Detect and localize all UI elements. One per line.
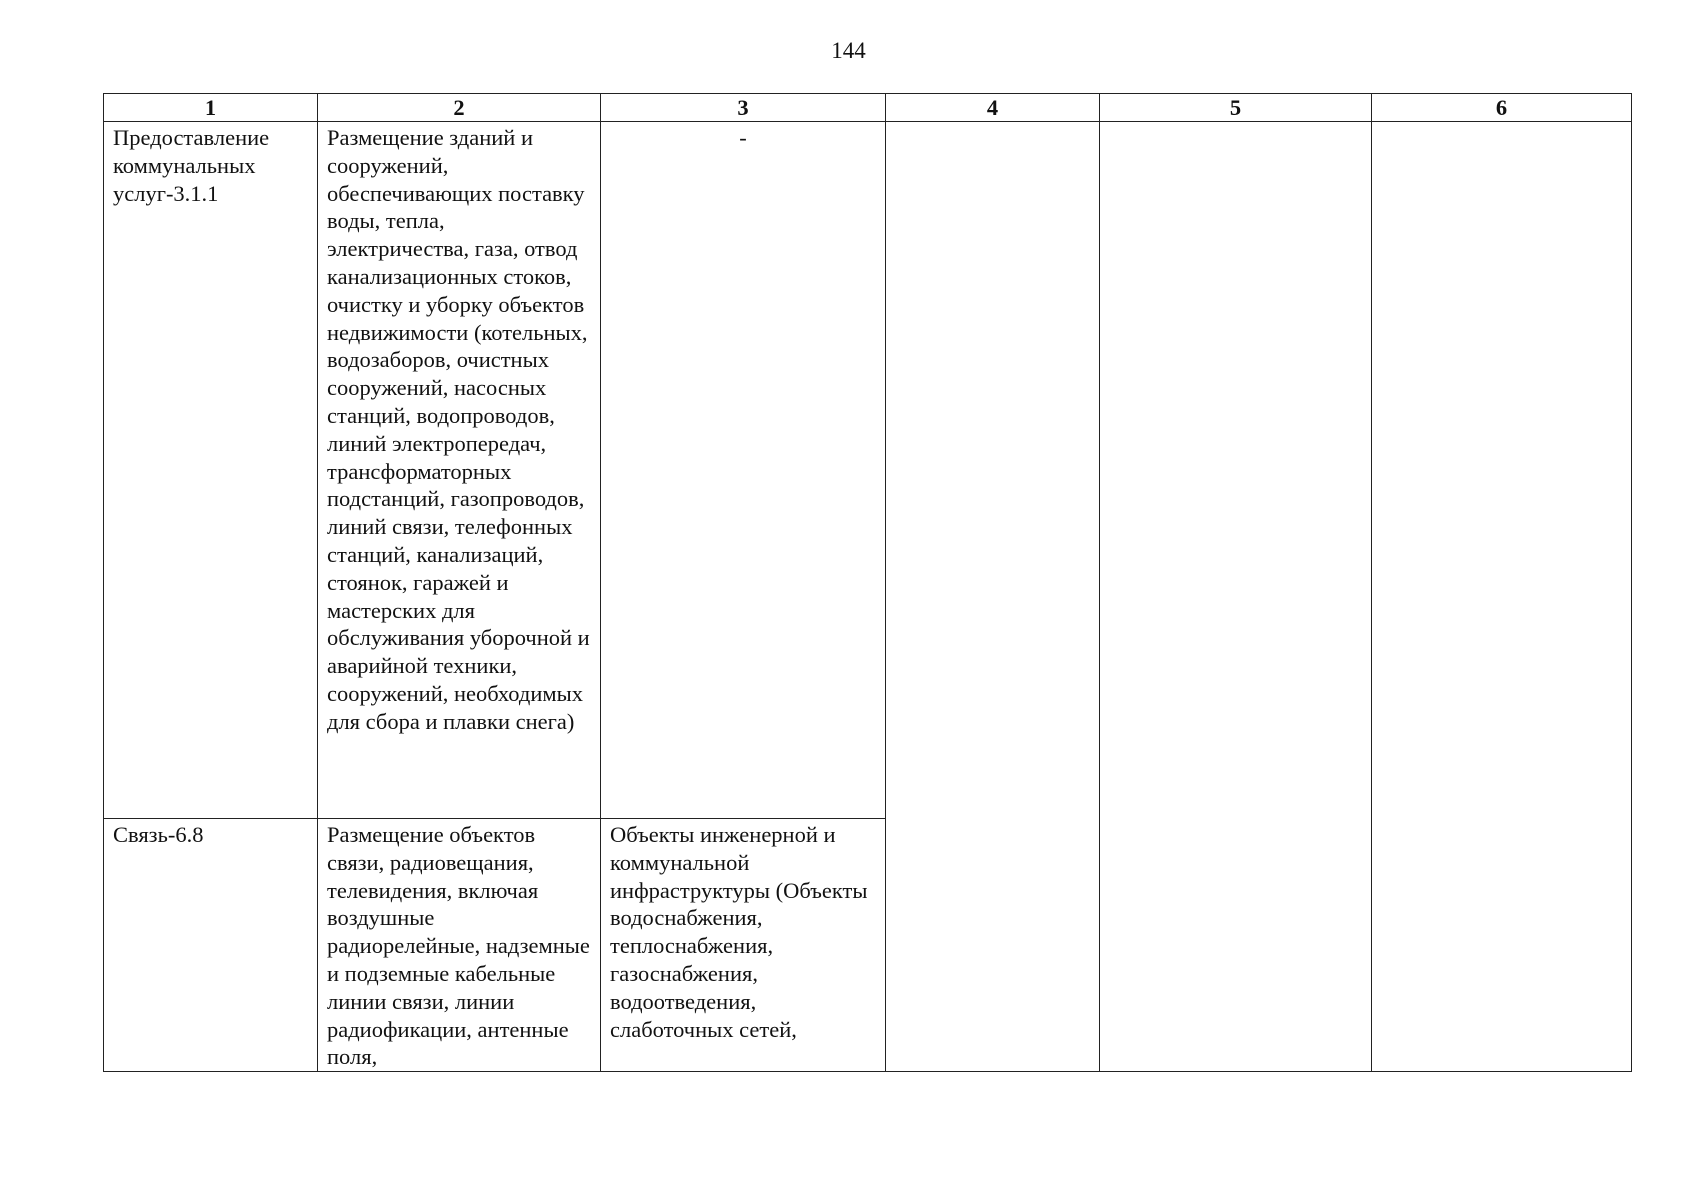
column-4-empty-cell	[886, 122, 1100, 1072]
column-header-4: 4	[886, 94, 1100, 122]
row-2-description-text: Размещение объектов связи, радиовещания, телевидения, включая воздушные радиорелейные, надземные и подземные кабельные линии связи, линии радиофикации, антенные поля,	[327, 822, 590, 1070]
row-2-objects-cell	[601, 819, 886, 1072]
column-6-empty-cell	[1372, 122, 1632, 1072]
table-row	[104, 122, 1632, 819]
land-use-table	[103, 93, 1632, 1072]
row-1-description-text: Размещение зданий и сооружений, обеспечивающих поставку воды, тепла, электричества, газа, отвод канализационных стоков, очистку и уборку объектов недвижимости (котельных, водозаборов, очистных сооружений, насосных станций, водопроводов, линий электропередач, трансформаторных подстанций, газопроводов, линий связи, телефонных станций, канализаций, стоянок, гаражей и мастерских для обслуживания уборочной и аварийной техники, сооружений, необходимых для сбора и плавки снега)	[327, 125, 590, 734]
row-1-objects-text: -	[739, 125, 747, 150]
row-1-description-cell	[318, 122, 601, 819]
row-2-use-type-text: Связь-6.8	[113, 822, 204, 847]
row-1-use-type-text: Предоставление коммунальных услуг-3.1.1	[113, 125, 270, 206]
row-2-use-type-cell	[104, 819, 318, 1072]
row-1-use-type-cell	[104, 122, 318, 819]
column-5-empty-cell	[1100, 122, 1372, 1072]
table-header-row	[104, 94, 1632, 122]
row-2-description-cell	[318, 819, 601, 1072]
page-number: 144	[831, 38, 866, 63]
column-header-6: 6	[1372, 94, 1632, 122]
row-2-objects-text: Объекты инженерной и коммунальной инфраструктуры (Объекты водоснабжения, теплоснабжения, газоснабжения, водоотведения, слаботочных сетей,	[610, 822, 868, 1042]
column-header-3: 3	[601, 94, 886, 122]
row-1-objects-cell	[601, 122, 886, 819]
column-header-2: 2	[318, 94, 601, 122]
column-header-5: 5	[1100, 94, 1372, 122]
column-header-1: 1	[104, 94, 318, 122]
